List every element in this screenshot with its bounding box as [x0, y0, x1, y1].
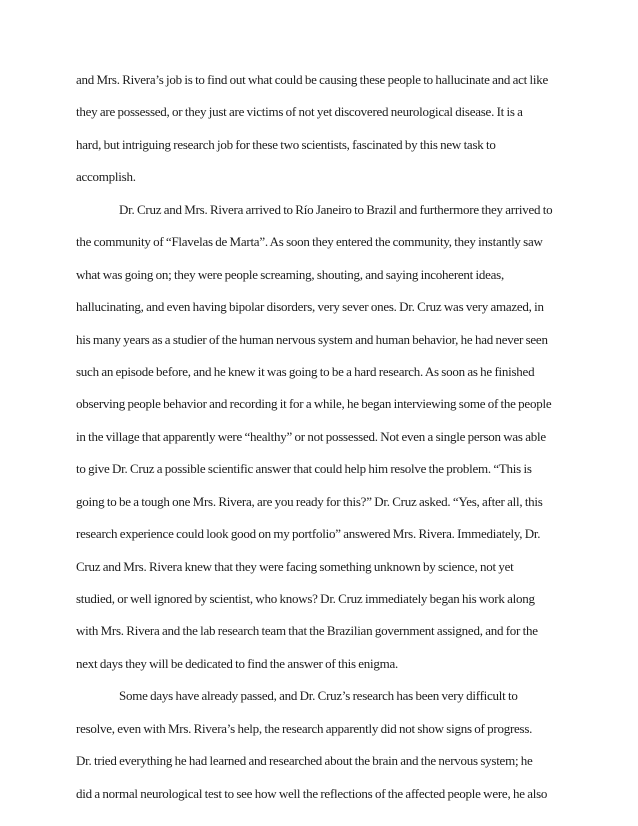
body-text — [76, 70, 576, 816]
text-line: studied, or well ignored by scientist, who knows? Dr. Cruz immediately began his work along — [76, 591, 535, 606]
text-line: Dr. tried everything he had learned and researched about the brain and the nervous system; he — [76, 753, 533, 769]
text-line: such an episode before, and he knew it was going to be a hard research. As soon as he finished — [76, 363, 535, 379]
text-line: Dr. Cruz and Mrs. Rivera arrived to Río Janeiro to Brazil and furthermore they arrived to — [119, 201, 553, 217]
text-line: hard, but intriguing research job for these two scientists, fascinated by this new task to — [76, 136, 496, 152]
text-line: accomplish. — [76, 169, 136, 185]
text-line: his many years as a studier of the human nervous system and human behavior, he had never seen — [76, 331, 548, 347]
text-line: Some days have already passed, and Dr. Cruz’s research has been very difficult to — [119, 688, 518, 704]
text-line: research experience could look good on my portfolio” answered Mrs. Rivera. Immediately, Dr. — [76, 526, 541, 542]
paragraph-3 — [76, 686, 576, 816]
text-line: observing people behavior and recording it for a while, he began interviewing some of the people — [76, 396, 552, 412]
text-line: in the village that apparently were “healthy” or not possessed. Not even a single person was able — [76, 428, 546, 444]
paragraph-2 — [76, 200, 576, 687]
text-line: the community of “Flavelas de Marta”. As soon they entered the community, they instantly saw — [76, 234, 543, 250]
text-line: did a normal neurological test to see how well the reflections of the affected people were, he also — [76, 785, 548, 801]
text-line: and Mrs. Rivera’s job is to find out what could be causing these people to hallucinate and act like — [76, 72, 549, 87]
text-line: next days they will be dedicated to find the answer of this enigma. — [76, 655, 399, 671]
text-line: hallucinating, and even having bipolar disorders, very sever ones. Dr. Cruz was very amazed, in — [76, 299, 544, 315]
text-line: what was going on; they were people screaming, shouting, and saying incoherent ideas, — [76, 266, 504, 282]
text-line: they are possessed, or they just are victims of not yet discovered neurological disease. It is a — [76, 104, 523, 120]
text-line: Cruz and Mrs. Rivera knew that they were facing something unknown by science, not yet — [76, 558, 514, 574]
text-line: to give Dr. Cruz a possible scientific answer that could help him resolve the problem. “This is — [76, 461, 532, 477]
text-line: going to be a tough one Mrs. Rivera, are you ready for this?” Dr. Cruz asked. “Yes, after all, this — [76, 493, 543, 509]
text-line: resolve, even with Mrs. Rivera’s help, the research apparently did not show signs of progress. — [76, 720, 533, 736]
paragraph-1 — [76, 70, 576, 200]
text-line: with Mrs. Rivera and the lab research team that the Brazilian government assigned, and for the — [76, 623, 538, 639]
